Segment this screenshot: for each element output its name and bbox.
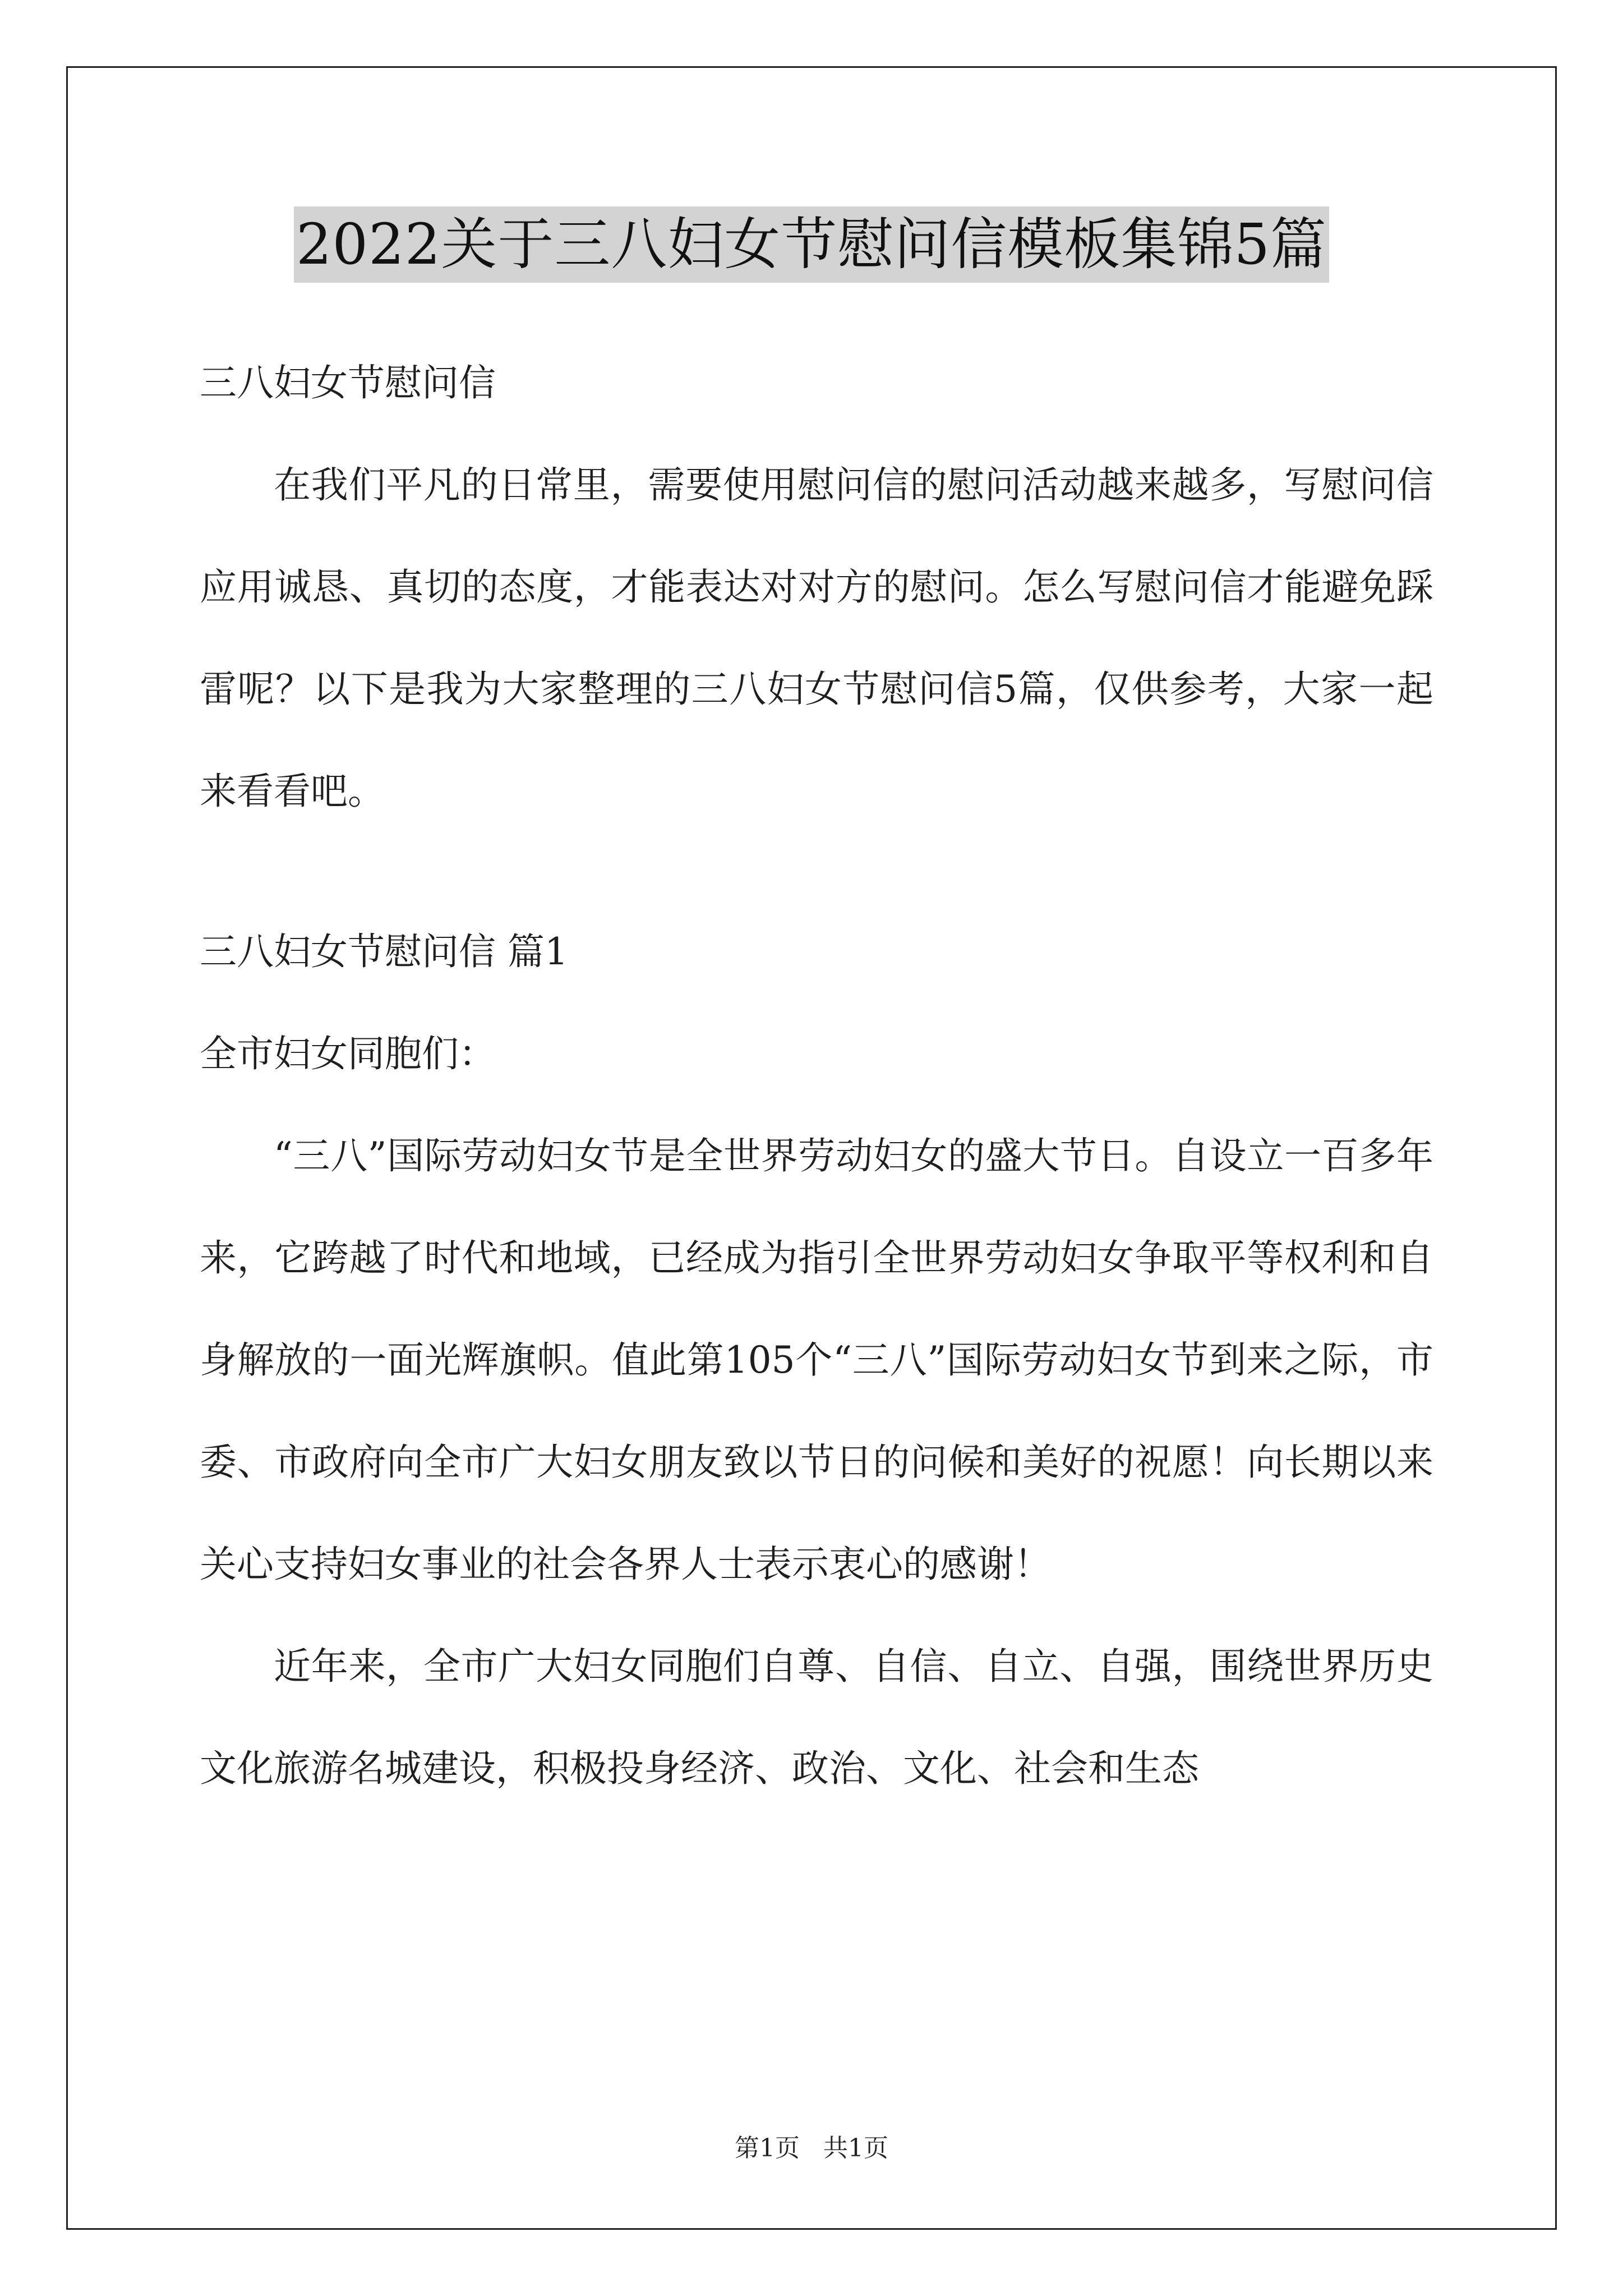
page-footer [0, 2132, 1623, 2165]
paragraph-spacer [200, 843, 1433, 901]
title-container [0, 206, 1623, 283]
article-heading: 三八妇女节慰问信 篇1 [200, 930, 568, 973]
body-paragraph-2: 近年来，全市广大妇女同胞们自尊、自信、自立、自强，围绕世界历史文化旅游名城建设，积极投身经济、政治、文化、社会和生态 [200, 1645, 1433, 1790]
section-heading: 三八妇女节慰问信 [200, 361, 496, 404]
page-number: 第1页 [735, 2134, 800, 2162]
document-body [200, 332, 1433, 1820]
document-title: 2022关于三八妇女节慰问信模板集锦5篇 [294, 206, 1329, 283]
page-total: 共1页 [823, 2134, 888, 2162]
body-paragraph-1: “三八”国际劳动妇女节是全世界劳动妇女的盛大节日。自设立一百多年来，它跨越了时代和地域，已经成为指引全世界劳动妇女争取平等权利和自身解放的一面光辉旗帜。值此第105个“三八”国际劳动妇女节到来之际，市委、市政府向全市广大妇女朋友致以节日的问候和美好的祝愿！向长期以来关心支持妇女事业的社会各界人士表示衷心的感谢！ [200, 1134, 1433, 1586]
salutation: 全市妇女同胞们： [200, 1032, 496, 1075]
intro-paragraph: 在我们平凡的日常里，需要使用慰问信的慰问活动越来越多，写慰问信应用诚恳、真切的态度，才能表达对对方的慰问。怎么写慰问信才能避免踩雷呢？以下是我为大家整理的三八妇女节慰问信5篇，仅供参考，大家一起来看看吧。 [200, 463, 1433, 813]
